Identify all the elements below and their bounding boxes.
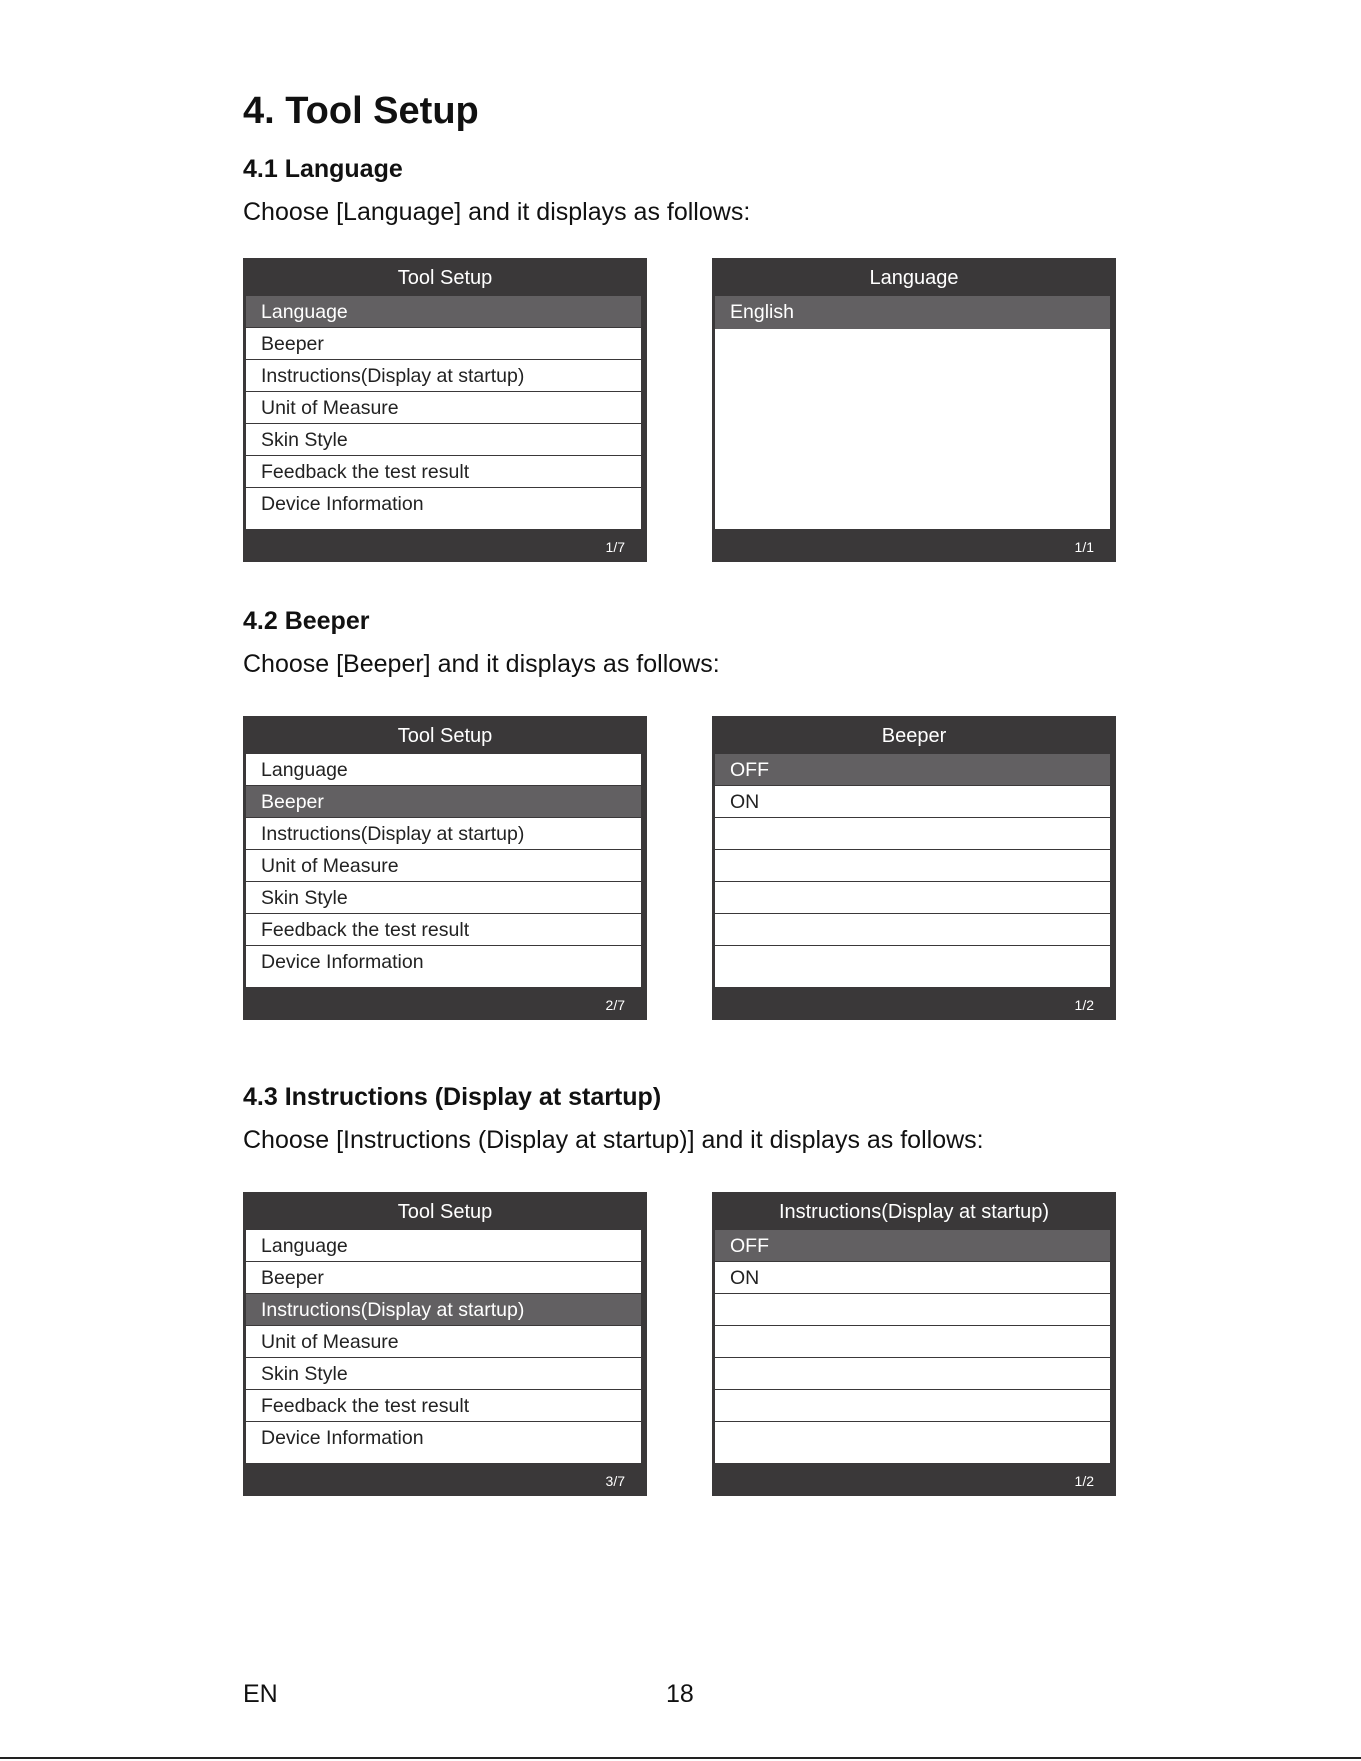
option-list bbox=[715, 754, 1110, 987]
page-indicator: 3/7 bbox=[605, 1473, 625, 1489]
menu-item-instructions[interactable]: Instructions(Display at startup) bbox=[246, 818, 641, 850]
screen-title: Beeper bbox=[881, 725, 947, 747]
menu-item-device-information[interactable]: Device Information bbox=[246, 1422, 641, 1455]
empty-row bbox=[715, 882, 1110, 914]
screen-tool-setup-2 bbox=[243, 716, 647, 1020]
empty-row bbox=[715, 1326, 1110, 1358]
menu-item-language[interactable]: Language bbox=[246, 296, 641, 328]
menu-item-skin-style[interactable]: Skin Style bbox=[246, 882, 641, 914]
option-off[interactable]: OFF bbox=[715, 1230, 1110, 1262]
screen-title: Tool Setup bbox=[397, 1201, 493, 1223]
menu-item-feedback[interactable]: Feedback the test result bbox=[246, 914, 641, 946]
menu-item-unit-of-measure[interactable]: Unit of Measure bbox=[246, 392, 641, 424]
menu-item-device-information[interactable]: Device Information bbox=[246, 488, 641, 521]
empty-row bbox=[715, 850, 1110, 882]
menu-item-device-information[interactable]: Device Information bbox=[246, 946, 641, 979]
screen-title: Instructions(Display at startup) bbox=[778, 1201, 1050, 1223]
option-on[interactable]: ON bbox=[715, 786, 1110, 818]
menu-item-language[interactable]: Language bbox=[246, 754, 641, 786]
page-indicator: 1/2 bbox=[1074, 997, 1094, 1013]
section-heading-language: 4.1 Language bbox=[243, 155, 403, 183]
menu-item-feedback[interactable]: Feedback the test result bbox=[246, 1390, 641, 1422]
menu-list bbox=[246, 296, 641, 529]
section-text-language: Choose [Language] and it displays as follows: bbox=[243, 198, 751, 226]
screen-tool-setup-1 bbox=[243, 258, 647, 562]
screen-language bbox=[712, 258, 1116, 562]
page-indicator: 1/1 bbox=[1074, 539, 1094, 555]
menu-item-beeper[interactable]: Beeper bbox=[246, 328, 641, 360]
menu-list bbox=[246, 754, 641, 987]
screen-tool-setup-3 bbox=[243, 1192, 647, 1496]
section-heading-instructions: 4.3 Instructions (Display at startup) bbox=[243, 1083, 662, 1111]
empty-row bbox=[715, 1358, 1110, 1390]
empty-row bbox=[715, 1422, 1110, 1455]
empty-row bbox=[715, 1294, 1110, 1326]
menu-item-feedback[interactable]: Feedback the test result bbox=[246, 456, 641, 488]
menu-item-instructions[interactable]: Instructions(Display at startup) bbox=[246, 1294, 641, 1326]
menu-list bbox=[246, 1230, 641, 1463]
page-indicator: 2/7 bbox=[605, 997, 625, 1013]
menu-item-beeper[interactable]: Beeper bbox=[246, 786, 641, 818]
menu-item-skin-style[interactable]: Skin Style bbox=[246, 1358, 641, 1390]
screen-title: Language bbox=[869, 267, 959, 289]
screen-instructions bbox=[712, 1192, 1116, 1496]
option-list bbox=[715, 296, 1110, 529]
page-indicator: 1/7 bbox=[605, 539, 625, 555]
menu-item-language[interactable]: Language bbox=[246, 1230, 641, 1262]
page-title: 4. Tool Setup bbox=[243, 90, 479, 132]
menu-item-unit-of-measure[interactable]: Unit of Measure bbox=[246, 850, 641, 882]
option-english[interactable]: English bbox=[715, 296, 1110, 329]
screen-title: Tool Setup bbox=[397, 267, 493, 289]
option-on[interactable]: ON bbox=[715, 1262, 1110, 1294]
menu-item-unit-of-measure[interactable]: Unit of Measure bbox=[246, 1326, 641, 1358]
empty-row bbox=[715, 914, 1110, 946]
menu-item-beeper[interactable]: Beeper bbox=[246, 1262, 641, 1294]
option-list bbox=[715, 1230, 1110, 1463]
page-indicator: 1/2 bbox=[1074, 1473, 1094, 1489]
screen-title: Tool Setup bbox=[397, 725, 493, 747]
section-text-instructions: Choose [Instructions (Display at startup)] and it displays as follows: bbox=[243, 1126, 984, 1154]
bottom-rule bbox=[0, 1757, 1361, 1759]
option-off[interactable]: OFF bbox=[715, 754, 1110, 786]
footer-language: EN bbox=[243, 1680, 278, 1708]
section-heading-beeper: 4.2 Beeper bbox=[243, 607, 370, 635]
page-number: 18 bbox=[666, 1680, 694, 1708]
empty-row bbox=[715, 818, 1110, 850]
empty-row bbox=[715, 946, 1110, 979]
menu-item-skin-style[interactable]: Skin Style bbox=[246, 424, 641, 456]
screen-beeper bbox=[712, 716, 1116, 1020]
empty-row bbox=[715, 1390, 1110, 1422]
section-text-beeper: Choose [Beeper] and it displays as follows: bbox=[243, 650, 720, 678]
menu-item-instructions[interactable]: Instructions(Display at startup) bbox=[246, 360, 641, 392]
